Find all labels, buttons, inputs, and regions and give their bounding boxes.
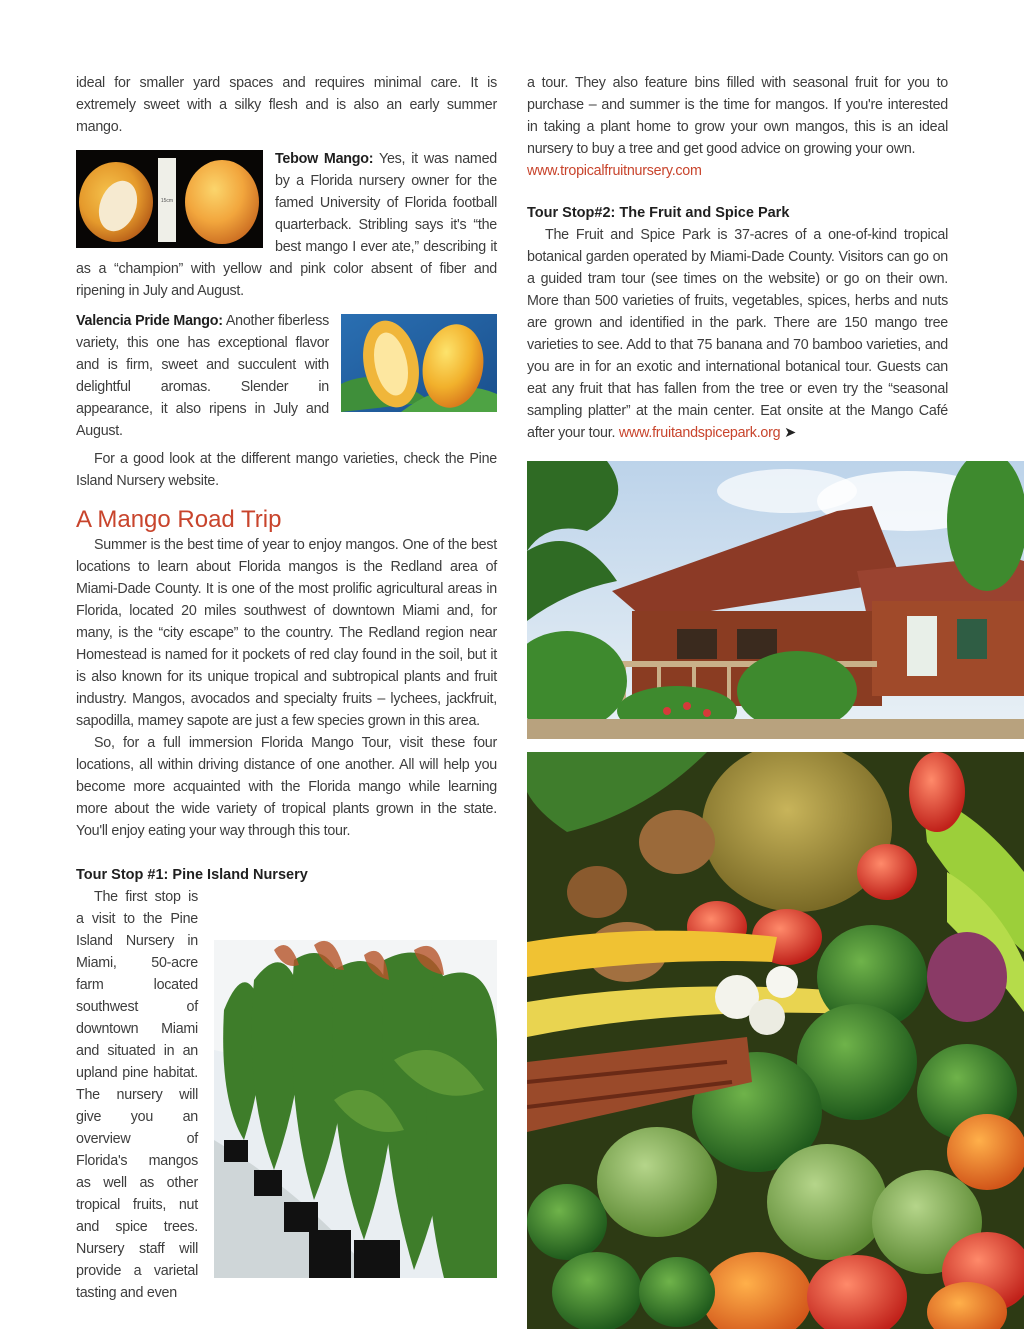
- tour-stop-1-heading: Tour Stop #1: Pine Island Nursery: [76, 867, 308, 883]
- right-column: [527, 72, 948, 444]
- road-trip-paragraph-1: Summer is the best time of year to enjoy mangos. One of the best locations to learn about Florida mangos is the Redland area of Miami-Dade County. It is one of the most prolific agricultural areas in Florida, located 20 miles southwest of downtown Miami and, for many, is the “city escape” to the country. The Redland region near Homestead is named for it pockets of red clay found in the soil, but it is also known for its unique tropical and subtropical plants and fruit industry. Mangos, avocados and specialty fruits – lychees, jackfruit, sapodilla, mamey sapote are just a few species grown in this area.: [76, 537, 497, 729]
- tour-stop-2-heading: Tour Stop#2: The Fruit and Spice Park: [527, 205, 790, 221]
- tebow-mango-photo: [76, 150, 263, 248]
- fruit-spice-park-link[interactable]: www.fruitandspicepark.org: [618, 425, 781, 441]
- intro-paragraph: ideal for smaller yard spaces and requires minimal care. It is extremely sweet with a silky flesh and is also an early summer mango.: [76, 75, 497, 135]
- fruit-spice-park-building-photo: [527, 461, 1024, 739]
- valencia-mango-photo: [341, 314, 497, 412]
- ruler-label: 15cm: [160, 198, 174, 204]
- tour-stop-2-paragraph: [527, 224, 948, 444]
- tebow-name: Tebow Mango:: [275, 151, 374, 167]
- road-trip-heading: A Mango Road Trip: [76, 506, 282, 533]
- nursery-website-link[interactable]: www.tropicalfruitnursery.com: [527, 163, 702, 179]
- continue-arrow-icon: ➤: [784, 425, 796, 441]
- tour-stop-2-text: The Fruit and Spice Park is 37-acres of a one-of-kind tropical botanical garden operated by Miami-Dade County. Visitors can go on a guided tram tour (see times on the website) or go on their own. More than 500 varieties of fruits, vegetables, spices, herbs and nuts are grown and identified in the park. There are 150 mango tree varieties to see. Add to that 75 banana and 70 bamboo varieties, and you are in for an exotic and international botanical tour. Guests can eat any fruit that has fallen from the tree or even try the “seasonal sampling platter” at the main center. Eat onsite at the Mango Café after your tour.: [527, 227, 948, 441]
- tropical-fruits-photo: [527, 752, 1024, 1329]
- nursery-continued-paragraph: a tour. They also feature bins filled with seasonal fruit for you to purchase – and summer is the time for mangos. If you're interested in taking a plant home to grow your own mangos, this is an ideal nursery to buy a tree and get good advice on growing your own.: [527, 75, 948, 157]
- road-trip-paragraph-2: So, for a full immersion Florida Mango Tour, visit these four locations, all within driving distance of one another. All will help you become more acquainted with the Florida mango while learning more about the wide variety of tropical plants grown in the state. You'll enjoy eating your way through this tour.: [76, 735, 497, 839]
- left-column: [76, 72, 497, 1304]
- valencia-text: Another fiberless variety, this one has exceptional flavor and is firm, sweet and succulent with delightful aromas. Slender in appearance, it also ripens in July and August.: [76, 313, 329, 439]
- valencia-name: Valencia Pride Mango:: [76, 313, 223, 329]
- nursery-url-line: [527, 160, 948, 182]
- nursery-mango-trees-photo: [214, 940, 497, 1278]
- tebow-text: Yes, it was named by a Florida nursery owner for the famed University of Florida football quarterback. Stribling says it's “the best mango I ever ate,” describing it as a “champion” with yellow and pink color absent of fiber and ripening in July and August.: [76, 151, 497, 299]
- tour-stop-1-paragraph: The first stop is a visit to the Pine Island Nursery in Miami, 50-acre farm located southwest of downtown Miami and situated in an upland pine habitat. The nursery will give you an overview of Florida's mangos as well as other tropical fruits, nut and spice trees. Nursery staff will provide a varietal tasting and even: [76, 889, 198, 1301]
- varieties-paragraph: For a good look at the different mango varieties, check the Pine Island Nursery website.: [76, 451, 497, 489]
